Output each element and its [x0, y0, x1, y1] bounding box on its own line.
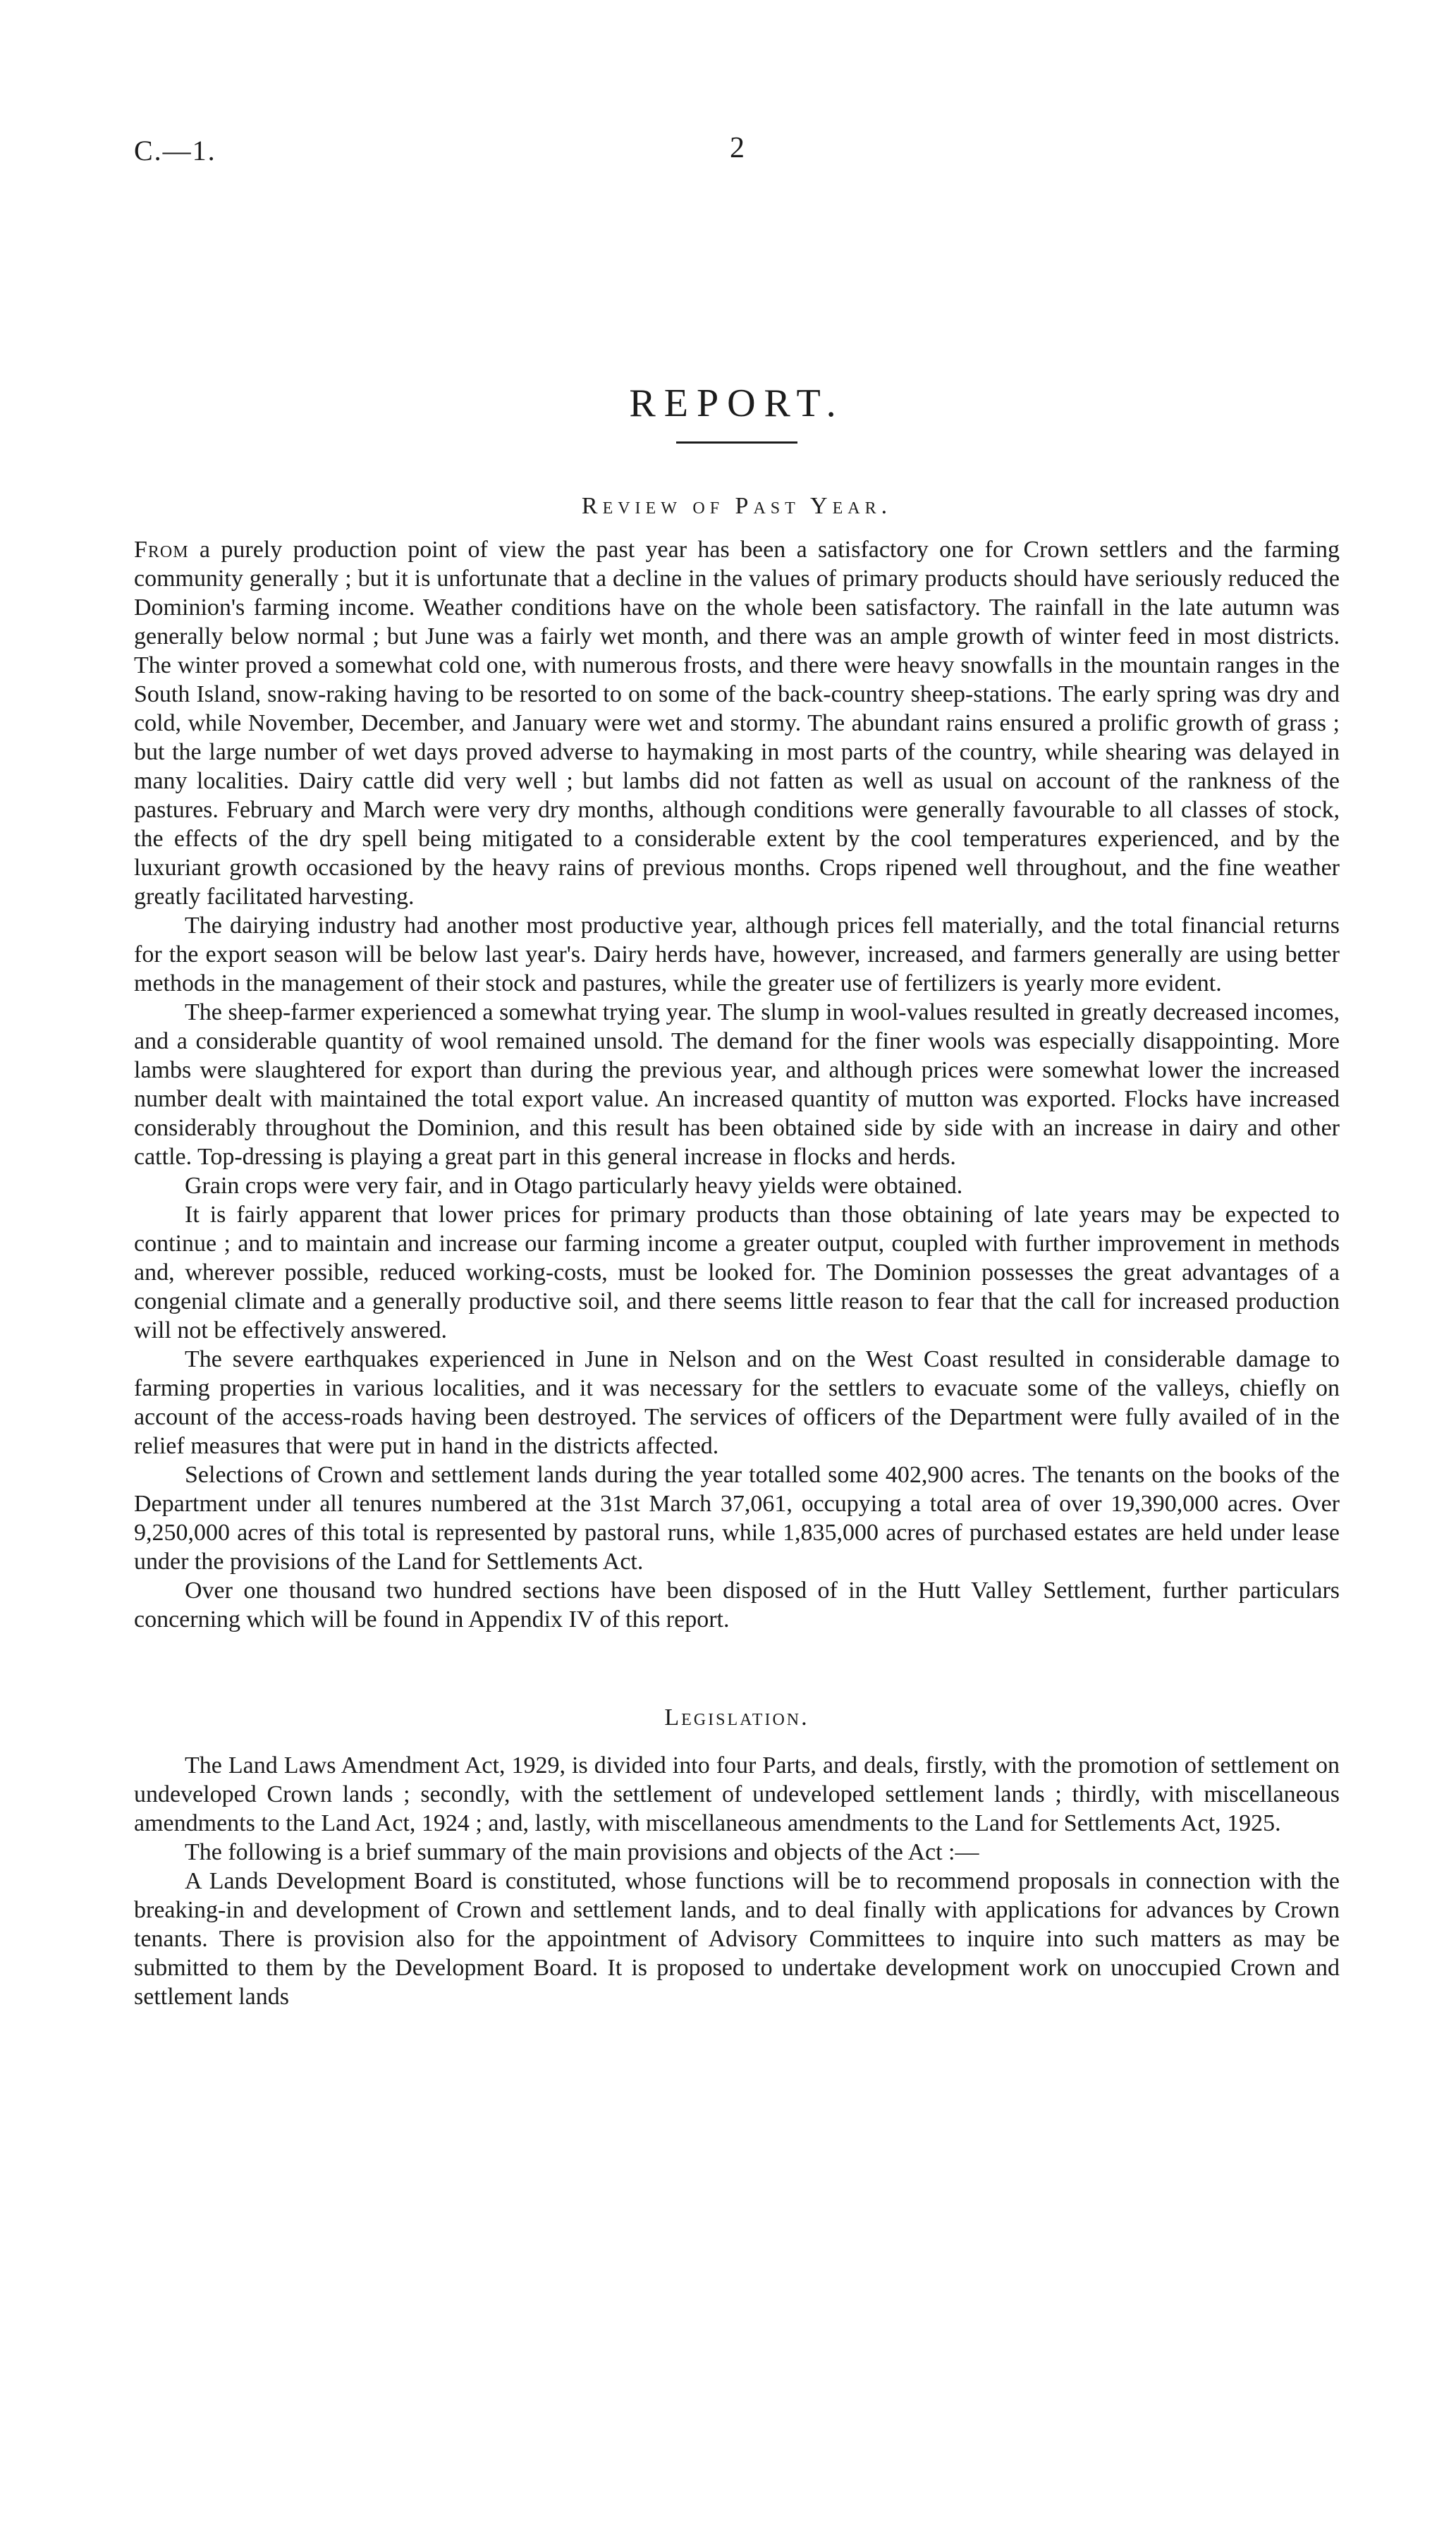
section-heading-review: Review of Past Year. — [581, 493, 893, 519]
document-page — [134, 106, 1340, 2011]
legislation-paragraph-3: A Lands Development Board is constituted, whose functions will be to recommend proposals in connection with the breaking-in and development of Crown and settlement lands, and to deal finally with applications for advances by Crown tenants. There is provision also for the appointment of Advisory Committees to inquire into such matters as may be submitted to them by the Development Board. It is proposed to undertake development work on unoccupied Crown and settlement lands — [134, 1868, 1340, 2010]
review-paragraph-4: Grain crops were very fair, and in Otago particularly heavy yields were obtained. — [185, 1173, 963, 1199]
legislation-paragraph-2: The following is a brief summary of the main provisions and objects of the Act :— — [185, 1839, 979, 1865]
review-paragraph-5: It is fairly apparent that lower prices for primary products than those obtaining of late years may be expected to continue ; and to maintain and increase our farming income a greater output, coupled with further improvement in methods and, wherever possible, reduced working-costs, must be looked for. The Dominion possesses the great advantages of a congenial climate and a generally productive soil, and there seems little reason to fear that the call for increased production will not be effectively answered. — [134, 1202, 1340, 1343]
review-paragraph-3: The sheep-farmer experienced a somewhat trying year. The slump in wool-values resulted in greatly decreased incomes, and a considerable quantity of wool remained unsold. The demand for the finer wools was especially disappointing. More lambs were slaughtered for export than during the previous year, and although prices were somewhat lower the increased number dealt with maintained the total export value. An increased quantity of mutton was exported. Flocks have increased considerably throughout the Dominion, and this result has been obtained side by side with an increase in dairy and other cattle. Top-dressing is playing a great part in this general increase in flocks and herds. — [134, 999, 1340, 1170]
review-paragraph-6: The severe earthquakes experienced in June in Nelson and on the West Coast resulted in considerable damage to farming properties in various localities, and it was necessary for the settlers to evacuate some of the valleys, chiefly on account of the access-roads having been destroyed. The services of officers of the Department were fully availed of in the relief measures that were put in hand in the districts affected. — [134, 1346, 1340, 1459]
legislation-paragraph-1: The Land Laws Amendment Act, 1929, is divided into four Parts, and deals, firstly, with the promotion of settlement on undeveloped Crown lands ; secondly, with the settlement of undeveloped settlement lands ; thirdly, with miscellaneous amendments to the Land Act, 1924 ; and, lastly, with miscellaneous amendments to the Land for Settlements Act, 1925. — [134, 1752, 1340, 1836]
review-paragraph-7: Selections of Crown and settlement lands during the year totalled some 402,900 acres. The tenants on the books of the Department under all tenures numbered at the 31st March 37,061, occupying a total area of over 19,390,000 acres. Over 9,250,000 acres of this total is represented by pastoral runs, while 1,835,000 acres of purchased estates are held under lease under the provisions of the Land for Settlements Act. — [134, 1462, 1340, 1575]
lead-word: From — [134, 537, 189, 563]
page-number: 2 — [730, 132, 745, 164]
review-paragraph-1 — [134, 535, 1340, 911]
report-title: REPORT. — [629, 382, 845, 425]
document-reference: C.—1. — [134, 135, 216, 166]
title-rule — [676, 441, 797, 444]
review-paragraph-1-text: a purely production point of view the past year has been a satisfactory one for Crown settlers and the farming community generally ; but it is unfortunate that a decline in the values of primary products should have seriously reduced the Dominion's farming income. Weather conditions have on the whole been satisfactory. The rainfall in the late autumn was generally below normal ; but June was a fairly wet month, and there was an ample growth of winter feed in most districts. The winter proved a somewhat cold one, with numerous frosts, and there were heavy snowfalls in the mountain ranges in the South Island, snow-raking having to be resorted to on some of the back-country sheep-stations. The early spring was dry and cold, while November, December, and January were wet and stormy. The abundant rains ensured a prolific growth of grass ; but the large number of wet days proved adverse to haymaking in most parts of the country, while shearing was delayed in many localities. Dairy cattle did very well ; but lambs did not fatten as well as usual on account of the rankness of the pastures. February and March were very dry months, although conditions were generally favourable to all classes of stock, the effects of the dry spell being mitigated to a considerable extent by the cool temperatures experienced, and by the luxuriant growth occasioned by the heavy rains of previous months. Crops ripened well throughout, and the fine weather greatly facilitated harvesting. — [134, 537, 1340, 910]
page-header — [134, 106, 1340, 176]
section-heading-legislation: Legislation. — [664, 1704, 809, 1731]
review-paragraph-8: Over one thousand two hundred sections have been disposed of in the Hutt Valley Settlement, further particulars concerning which will be found in Appendix IV of this report. — [134, 1578, 1340, 1633]
review-paragraph-2: The dairying industry had another most productive year, although prices fell materially, and the total financial returns for the export season will be below last year's. Dairy herds have, however, increased, and farmers generally are using better methods in the management of their stock and pastures, while the greater use of fertilizers is yearly more evident. — [134, 913, 1340, 996]
